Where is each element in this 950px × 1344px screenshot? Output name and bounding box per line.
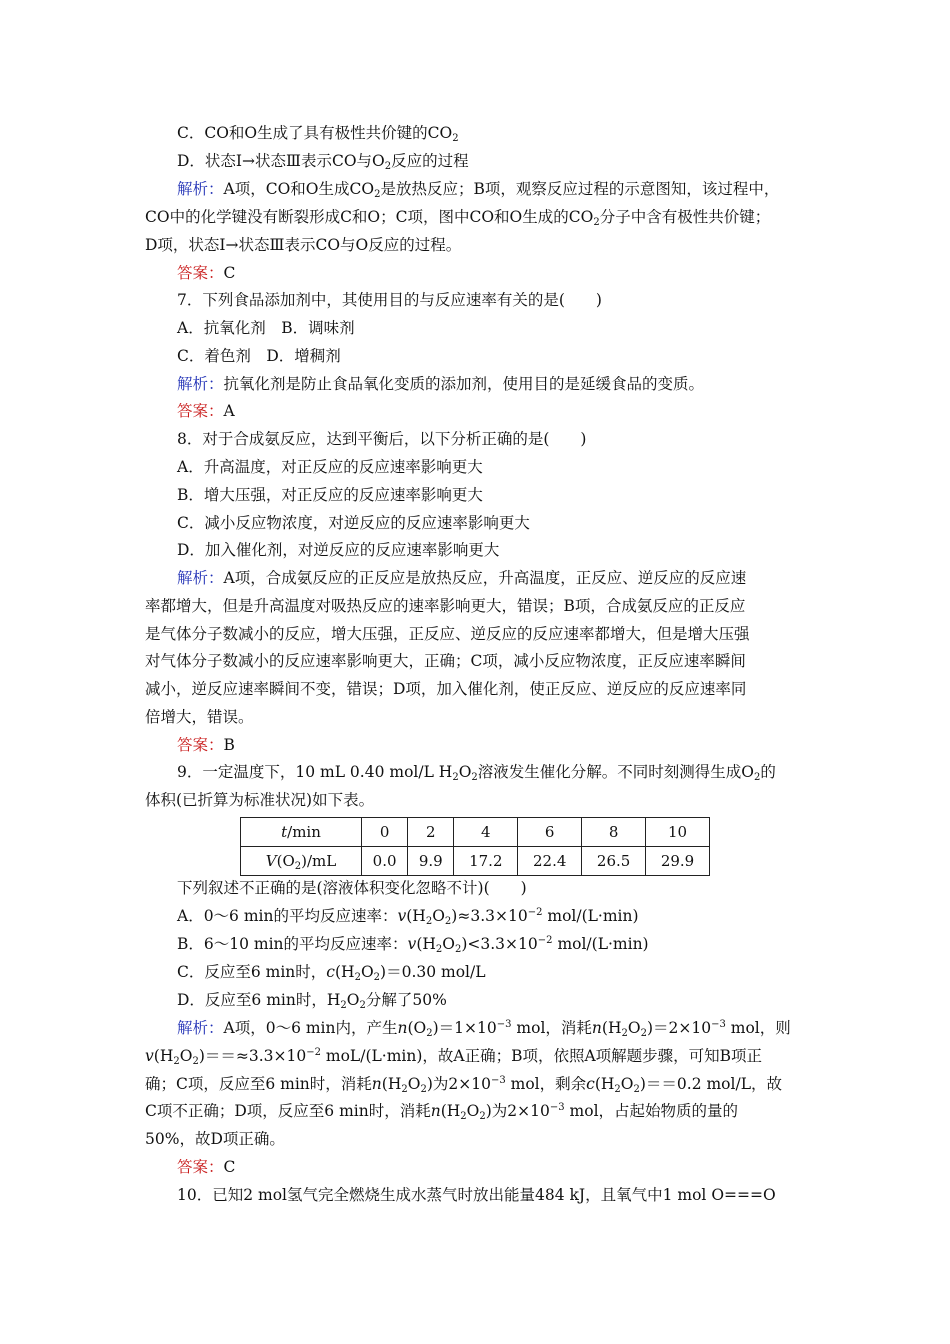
question-9-line1: 9．一定温度下，10 mL 0.40 mol/L $H_2O_2$溶液发生催化分解。不同时刻测得生成$O_2$的	[177, 763, 776, 783]
table-cell: 8	[582, 818, 646, 847]
table-cell: 26.5	[582, 847, 646, 876]
option-d-q9: D．反应至6 min时，$H_2O_2$分解了50%	[177, 991, 447, 1011]
table-header-volume: $V(O_2)/mL$	[241, 847, 362, 876]
table-cell: 2	[408, 818, 454, 847]
table-row	[241, 818, 710, 847]
table-cell: 0	[362, 818, 408, 847]
table-cell: 17.2	[454, 847, 518, 876]
table-cell: 4	[454, 818, 518, 847]
analysis-q8-line1: 解析：A项，合成氨反应的正反应是放热反应，升高温度，正反应、逆反应的反应速	[177, 569, 747, 587]
analysis-q9-line3: 确；C项，反应至6 min时，消耗$n(H_2O_2)$为$2\times 10^{-3}$ mol，剩余$c(H_2O_2)==0.2$ mol/L，故	[145, 1075, 782, 1095]
question-10: 10．已知2 mol氢气完全燃烧生成水蒸气时放出能量484 kJ，且氧气中1 mol O===O	[177, 1186, 776, 1204]
analysis-q6-line2: CO中的化学键没有断裂形成C和O；C项，图中CO和O生成的$CO_2$分子中含有极性共价键；	[145, 208, 771, 228]
option-a-q8: A．升高温度，对正反应的反应速率影响更大	[177, 458, 483, 476]
table-cell: 22.4	[518, 847, 582, 876]
option-c-q8: C．减小反应物浓度，对逆反应的反应速率影响更大	[177, 514, 530, 532]
table-cell: 6	[518, 818, 582, 847]
analysis-q6-line3: D项，状态Ⅰ→状态Ⅲ表示CO与O反应的过程。	[145, 236, 462, 254]
option-b-q9: B．6～10 min的平均反应速率：$v(H_2O_2)<3.3\times 10^{-2}$ mol/(L·min)	[177, 935, 649, 955]
table-cell: 29.9	[646, 847, 710, 876]
analysis-q8-line3: 是气体分子数减小的反应，增大压强，正反应、逆反应的反应速率都增大，但是增大压强	[145, 625, 750, 643]
answer-q9: 答案：C	[177, 1158, 236, 1176]
analysis-q7: 解析：抗氧化剂是防止食品氧化变质的添加剂，使用目的是延缓食品的变质。	[177, 375, 705, 393]
table-cell: 0.0	[362, 847, 408, 876]
answer-q6: 答案：C	[177, 264, 236, 282]
table-header-time: t/min	[241, 818, 362, 847]
options-ab-q7: A．抗氧化剂 B．调味剂	[177, 319, 355, 337]
analysis-q6-line1: 解析：A项，CO和O生成$CO_2$是放热反应；B项，观察反应过程的示意图知，该过程中，	[177, 180, 780, 200]
volume-time-table	[240, 817, 710, 876]
option-d-q8: D．加入催化剂，对逆反应的反应速率影响更大	[177, 541, 500, 559]
option-c-q6: C．CO和O生成了具有极性共价键的$CO_2$	[177, 124, 459, 144]
table-cell: 10	[646, 818, 710, 847]
question-7: 7．下列食品添加剂中，其使用目的与反应速率有关的是( )	[177, 291, 602, 309]
analysis-q9-line5: 50%，故D项正确。	[145, 1130, 285, 1148]
analysis-q8-line5: 减小，逆反应速率瞬间不变，错误；D项，加入催化剂，使正反应、逆反应的反应速率同	[145, 680, 747, 698]
analysis-q9-line1: 解析：A项，0～6 min内，产生$n(O_2)=1\times 10^{-3}$ mol，消耗$n(H_2O_2)=2\times 10^{-3}$ mol，则	[177, 1019, 791, 1039]
option-c-q9: C．反应至6 min时，$c(H_2O_2)=0.30$ mol/L	[177, 963, 486, 983]
analysis-q9-line2: $v(H_2O_2)==\approx 3.3\times 10^{-2}$ moL/(L·min)，故A正确；B项，依照A项解题步骤，可知B项正	[145, 1047, 763, 1067]
analysis-q9-line4: C项不正确；D项，反应至6 min时，消耗$n(H_2O_2)$为$2\times 10^{-3}$ mol，占起始物质的量的	[145, 1102, 739, 1122]
option-b-q8: B．增大压强，对正反应的反应速率影响更大	[177, 486, 483, 504]
table-cell: 9.9	[408, 847, 454, 876]
options-cd-q7: C．着色剂 D．增稠剂	[177, 347, 341, 365]
analysis-q8-line4: 对气体分子数减小的反应速率影响更大，正确；C项，减小反应物浓度，正反应速率瞬间	[145, 652, 746, 670]
analysis-q8-line2: 率都增大，但是升高温度对吸热反应的速率影响更大，错误；B项，合成氨反应的正反应	[145, 597, 746, 615]
analysis-q8-line6: 倍增大，错误。	[145, 708, 254, 726]
question-9-stem: 下列叙述不正确的是(溶液体积变化忽略不计)( )	[177, 879, 527, 897]
option-a-q9: A．0～6 min的平均反应速率：$v(H_2O_2)\approx 3.3\times 10^{-2}$ mol/(L·min)	[177, 907, 639, 927]
answer-q8: 答案：B	[177, 736, 235, 754]
answer-q7: 答案：A	[177, 402, 235, 420]
option-d-q6: D．状态Ⅰ→状态Ⅲ表示CO与$O_2$反应的过程	[177, 152, 469, 172]
table-row	[241, 847, 710, 876]
question-9-line2: 体积(已折算为标准状况)如下表。	[145, 791, 375, 809]
question-8: 8．对于合成氨反应，达到平衡后，以下分析正确的是( )	[177, 430, 587, 448]
